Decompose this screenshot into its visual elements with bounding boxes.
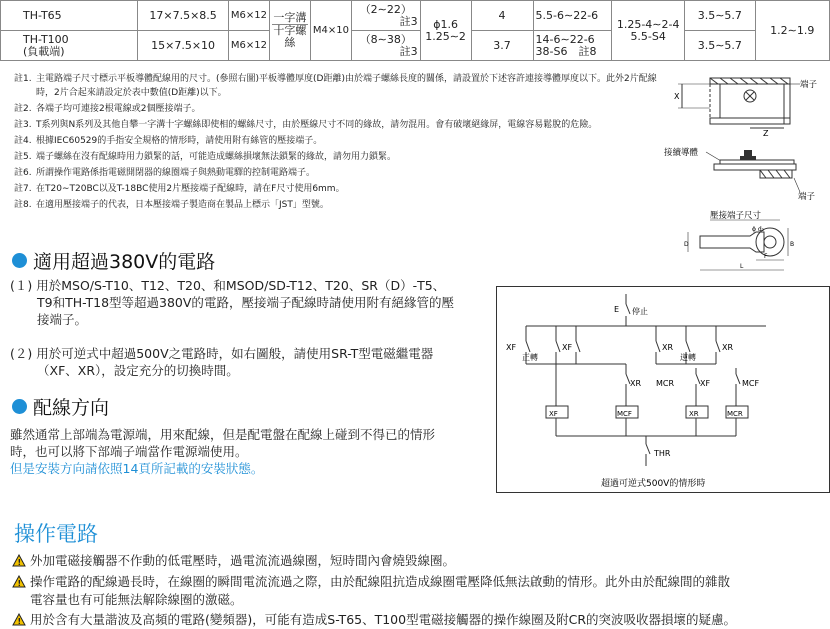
svg-text:!: ! xyxy=(17,617,22,626)
wire-common-2: 5.5-S4 xyxy=(630,29,666,43)
range-note-2: 註3 xyxy=(399,44,418,58)
note-number: 註7. xyxy=(14,184,32,194)
wiring-line2: 時，也可以將下部端子端當作電源端使用。 xyxy=(10,444,248,459)
warning-2 xyxy=(12,573,812,609)
coil-mcf: MCF xyxy=(617,410,632,418)
cross-text-1: 一字溝 xyxy=(273,11,307,24)
cell-size-t100: 15×7.5×10 xyxy=(138,31,229,61)
note-text: 各端子均可連接2根電線或2個壓接端子。 xyxy=(36,104,201,114)
label-z: Z xyxy=(763,129,769,138)
bullet-dot-icon xyxy=(12,253,27,268)
note-item xyxy=(14,166,659,180)
coil-mcr: MCR xyxy=(727,410,743,418)
note-text: 所謂操作電路係指電磁開閉器的線圈端子與熱動電驛的控制電路端子。 xyxy=(36,168,316,178)
circuit-label-mcr: MCR xyxy=(656,379,675,388)
para-380v xyxy=(10,277,490,379)
cell-screw-t100: M6×12 xyxy=(228,31,269,61)
terminal-top-view xyxy=(674,78,818,138)
note-number: 註6. xyxy=(14,168,32,178)
model-t100: TH-T100 xyxy=(23,32,69,46)
range-note-1: 註3 xyxy=(399,14,418,28)
note-text: 端子螺絲在沒有配線時用力鎖緊的話，可能造成螺絲損壞無法鎖緊的緣故，請勿用力鎖緊。 xyxy=(36,152,397,162)
circuit-label-fwd: 正轉 xyxy=(522,353,538,362)
cell-torque-t100: 3.5∼5.7 xyxy=(685,31,755,61)
circuit-label-stop: 停止 xyxy=(632,307,648,316)
cell-wire-common xyxy=(612,1,685,61)
note-text: 主電路端子尺寸標示平板導體配線用的尺寸。(參照右圖)平板導體厚度(D距離)由於端子螺絲長度的關係，請設置於下述容許連接導體厚度以下。此外2片配線時，2片合起來請設定於表中數值(D距離)以下。 xyxy=(36,74,657,98)
svg-text:!: ! xyxy=(17,558,22,567)
cell-model-t100 xyxy=(1,31,138,61)
note-item xyxy=(14,102,659,116)
label-b: B xyxy=(790,241,795,248)
warning-3 xyxy=(12,611,812,629)
cell-phi xyxy=(420,1,471,61)
cell-torque-common: 1.2∼1.9 xyxy=(755,1,829,61)
phi-text-2: 1.25∼2 xyxy=(425,29,466,43)
note-item xyxy=(14,150,659,164)
heading-380v xyxy=(12,247,215,274)
heading-wiring-direction-text: 配線方向 xyxy=(33,397,110,419)
coil-xr: XR xyxy=(689,410,699,418)
range-text-1: （2∼22） xyxy=(359,2,412,16)
wiring-line3: 但是安裝方向請依照14頁所記載的安裝狀態。 xyxy=(10,461,264,476)
cell-num-t100: 3.7 xyxy=(471,31,533,61)
note-text: 在T20∼T20BC以及T-18BC使用2片壓接端子配線時，請在F尺寸使用6mm。 xyxy=(36,184,345,194)
cell-cross xyxy=(269,1,310,61)
cell-wire-t100 xyxy=(533,31,612,61)
spec-table-grid xyxy=(0,0,830,61)
heading-380v-text: 適用超過380V的電路 xyxy=(33,251,216,273)
circuit-label-xr-contact: XR xyxy=(630,379,642,388)
notes-list xyxy=(14,72,659,214)
warning-1 xyxy=(12,552,455,570)
reversing-circuit-diagram xyxy=(496,286,830,496)
para-wiring-direction xyxy=(10,426,490,477)
warning-icon xyxy=(12,554,26,567)
note-item xyxy=(14,134,659,148)
label-d: D xyxy=(684,241,689,248)
circuit-label-xr-b: XR xyxy=(722,343,734,352)
label-phi: ϕ d₂ xyxy=(752,226,765,233)
note-item xyxy=(14,118,659,132)
para-380v-line2: T9和TH-T18型等超過380V的電路，壓接端子配線時請使用附有絕緣管的壓 xyxy=(37,295,454,310)
note-text: T系列與N系列及其他自攀一字溝十字螺絲即使相的螺絲尺寸，由於壓線尺寸不同的緣故，請勿混用。會有破壞絕緣屏，電線容易鬆脫的危險。 xyxy=(36,120,598,130)
note-number: 註3. xyxy=(14,120,32,130)
warning-3-text: 用於含有大量諧波及高頻的電路(變頻器)，可能有造成S-T65、T100型電磁接觸器的操作線圈及附CR的突波吸收器損壞的疑慮。 xyxy=(30,612,737,627)
cell-m: M4×10 xyxy=(310,1,351,61)
note-item xyxy=(14,198,659,212)
warning-1-text: 外加電磁接觸器不作動的低電壓時，過電流流過線圈，短時間內會燒毀線圈。 xyxy=(30,553,456,568)
model-t100-sub: (負載端) xyxy=(23,44,65,58)
circuit-label-xr: XR xyxy=(662,343,674,352)
heading-operation-circuit: 操作電路 xyxy=(14,522,98,546)
circuit-caption: 超過可逆式500V的情形時 xyxy=(601,479,706,489)
warning-2-line2: 電容量也有可能無法解除線圈的激磁。 xyxy=(30,592,243,607)
note-text: 在適用壓接端子的代表，日本壓接端子製造商在製品上標示「JST」型號。 xyxy=(36,200,329,210)
cell-size-t65: 17×7.5×8.5 xyxy=(138,1,229,31)
circuit-label-e: E xyxy=(614,305,620,314)
note-number: 註2. xyxy=(14,104,32,114)
cross-text-2: 十字螺 xyxy=(273,24,307,37)
label-x: X xyxy=(674,92,680,101)
para-380v-line4: (２) 用於可逆式中超過500V之電路時，如右圖般，請使用SR-T型電磁繼電器 xyxy=(10,346,434,361)
warning-2-line1: 操作電路的配線過長時，在線圈的瞬間電流流過之際，由於配線阻抗造成線圈電壓降低無法啟動的情形。此外由於配線間的雜散 xyxy=(30,574,731,589)
cell-wire-t65: 5.5-6∼22-6 xyxy=(533,1,612,31)
note-number: 註4. xyxy=(14,136,32,146)
heading-wiring-direction xyxy=(12,393,109,420)
para-380v-line1: (１) 用於MSO/S-T10、T12、T20、和MSOD/SD-T12、T20、SR（D）-T5、 xyxy=(10,278,446,293)
note-number: 註5. xyxy=(14,152,32,162)
range-text-2: （8∼38） xyxy=(359,32,412,46)
terminal-side-view xyxy=(664,147,816,202)
crimp-terminal-diagram xyxy=(684,210,794,270)
wire-t100-1: 14-6∼22-6 xyxy=(535,32,595,46)
coil-xf: XF xyxy=(549,410,558,418)
circuit-label-xf-contact: XF xyxy=(700,379,711,388)
cell-torque-t65: 3.5∼5.7 xyxy=(685,1,755,31)
note-item xyxy=(14,72,659,100)
label-terminal: 端子 xyxy=(800,80,818,90)
note-text: 根據IEC60529的手指安全規格的情形時，請使用附有絲管的壓接端子。 xyxy=(36,136,323,146)
wiring-line1: 雖然通常上部端為電源端，用來配線，但是配電盤在配線上碰到不得已的情形 xyxy=(10,427,436,442)
note-number: 註8. xyxy=(14,200,32,210)
circuit-label-xf: XF xyxy=(506,343,517,352)
circuit-label-mcf: MCF xyxy=(742,379,760,388)
cell-model-t65: TH-T65 xyxy=(1,1,138,31)
para-380v-line5: （XF、XR），設定充分的切換時間。 xyxy=(37,363,239,378)
label-terminal-2: 端子 xyxy=(798,192,816,202)
warning-icon xyxy=(12,613,26,626)
label-l: L xyxy=(740,263,744,270)
phi-text: ϕ1.6 xyxy=(433,17,458,31)
note-number: 註1. xyxy=(14,74,32,84)
note-item xyxy=(14,182,659,196)
label-crimp: 壓接端子尺寸 xyxy=(710,211,762,221)
warning-icon xyxy=(12,575,26,588)
circuit-label-rev: 逆轉 xyxy=(680,353,696,362)
cross-text-3: 絲 xyxy=(284,36,296,49)
cell-range-t65 xyxy=(351,1,420,31)
terminal-figure xyxy=(660,66,830,276)
circuit-label-xf-b: XF xyxy=(562,343,573,352)
wire-t100-2: 38-S6 註8 xyxy=(535,44,597,58)
label-f: F xyxy=(764,253,768,260)
cell-screw-t65: M6×12 xyxy=(228,1,269,31)
wire-common-1: 1.25-4∼2-4 xyxy=(616,17,680,31)
para-380v-line3: 接端子。 xyxy=(37,312,88,327)
svg-text:!: ! xyxy=(17,579,22,588)
cell-num-t65: 4 xyxy=(471,1,533,31)
cell-range-t100 xyxy=(351,31,420,61)
circuit-label-thr: THR xyxy=(654,449,671,458)
label-wire: 接續導體 xyxy=(664,148,699,158)
bullet-dot-icon xyxy=(12,399,27,414)
